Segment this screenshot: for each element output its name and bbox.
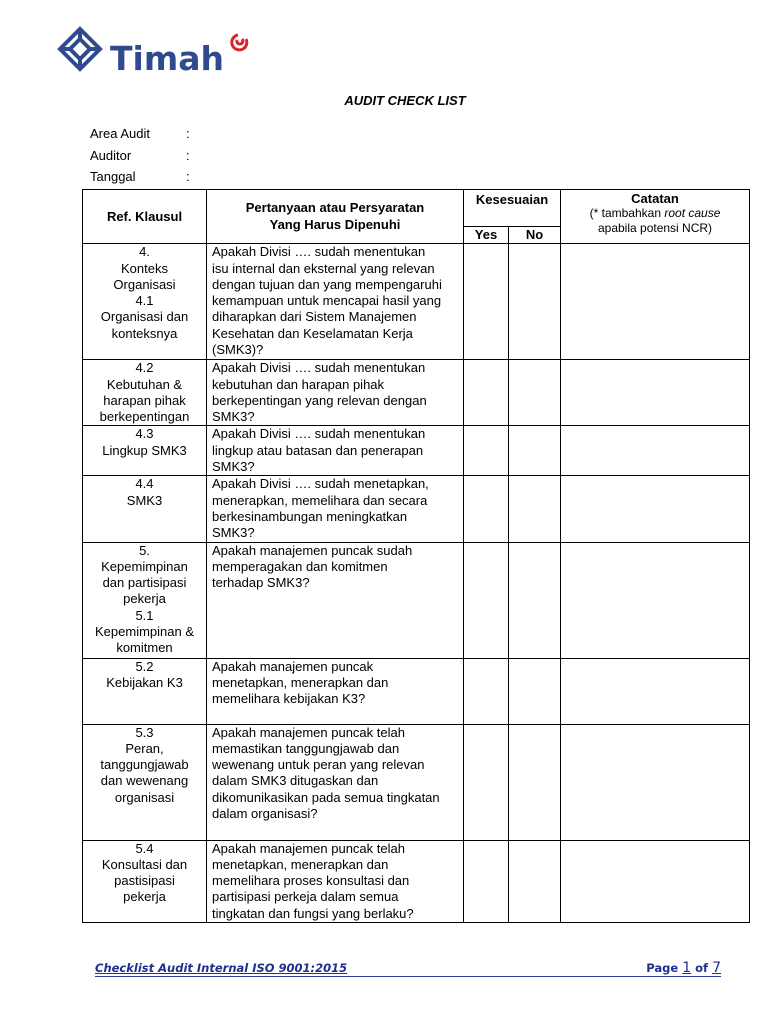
question-line: partisipasi perkeja dalam semua	[212, 889, 399, 905]
footer-page-total: 7	[712, 960, 721, 976]
notes-cell[interactable]	[561, 542, 750, 658]
footer-page-word: Page	[646, 961, 679, 975]
clause-ref-line: 5.4	[135, 840, 154, 856]
question-line: memperagakan dan komitmen	[212, 558, 388, 574]
clause-ref-line: pekerja	[123, 889, 166, 905]
question-line: wewenang untuk peran yang relevan	[212, 757, 425, 773]
yes-cell[interactable]	[464, 244, 509, 360]
no-cell[interactable]	[509, 658, 561, 724]
notes-cell[interactable]	[561, 426, 750, 476]
audit-table-body	[83, 244, 750, 923]
clause-ref-cell	[83, 426, 207, 476]
yes-cell[interactable]	[464, 542, 509, 658]
notes-cell[interactable]	[561, 724, 750, 840]
question-cell	[207, 426, 464, 476]
catatan-note-prefix: (* tambahkan	[589, 206, 665, 220]
no-cell[interactable]	[509, 244, 561, 360]
question-cell	[207, 724, 464, 840]
question-line: tingkatan dan fungsi yang berlaku?	[212, 905, 414, 921]
header-yes: Yes	[464, 227, 509, 244]
clause-ref-line: organisasi	[114, 789, 175, 805]
question-line: memelihara kebijakan K3?	[212, 691, 366, 707]
clause-ref-line: Lingkup SMK3	[102, 442, 187, 458]
question-line: Apakah Divisi …. sudah menentukan	[212, 244, 426, 260]
yes-cell[interactable]	[464, 658, 509, 724]
yes-cell[interactable]	[464, 476, 509, 542]
table-row	[83, 244, 750, 360]
footer-page-indicator	[646, 960, 721, 976]
clause-ref-line: Peran,	[125, 740, 164, 756]
table-row	[83, 476, 750, 542]
table-row	[83, 840, 750, 922]
question-line: dengan tujuan dan yang mempengaruhi	[212, 276, 442, 292]
clause-ref-line: Kebijakan K3	[106, 674, 183, 690]
company-logo	[56, 26, 256, 78]
question-line: Apakah manajemen puncak telah	[212, 840, 405, 856]
question-line: Apakah manajemen puncak telah	[212, 724, 405, 740]
audit-checklist-table	[82, 189, 750, 923]
clause-ref-line: pastisipasi	[114, 873, 175, 889]
question-line: isu internal dan eksternal yang relevan	[212, 260, 435, 276]
clause-ref-line: Kepemimpinan	[101, 558, 188, 574]
no-cell[interactable]	[509, 840, 561, 922]
clause-ref-line: Konsultasi dan	[101, 856, 188, 872]
question-line: diharapkan dari Sistem Manajemen	[212, 309, 417, 325]
notes-cell[interactable]	[561, 244, 750, 360]
clause-ref-line: 5.	[139, 542, 150, 558]
footer-of-word: of	[695, 961, 709, 975]
question-line: Kesehatan dan Keselamatan Kerja	[212, 325, 413, 341]
logo-accent-icon	[232, 35, 247, 50]
clause-ref-cell	[83, 724, 207, 840]
clause-ref-line: Organisasi dan	[100, 309, 189, 325]
clause-ref-cell	[83, 840, 207, 922]
question-line: menetapkan, menerapkan dan	[212, 856, 389, 872]
header-question-line: Pertanyaan atau Persyaratan	[245, 200, 425, 216]
meta-field-tanggal	[90, 169, 190, 184]
clause-ref-cell	[83, 658, 207, 724]
question-line: SMK3?	[212, 459, 255, 475]
question-line: SMK3?	[212, 525, 255, 541]
clause-ref-line: konteksnya	[111, 325, 178, 341]
clause-ref-line: 4.3	[135, 426, 154, 442]
clause-ref-cell	[83, 360, 207, 426]
clause-ref-line: dan partisipasi	[102, 575, 187, 591]
header-catatan-title: Catatan	[631, 191, 679, 206]
question-cell	[207, 840, 464, 922]
footer-document-name: Checklist Audit Internal ISO 9001:2015	[95, 961, 348, 975]
no-cell[interactable]	[509, 542, 561, 658]
question-line: Apakah Divisi …. sudah menentukan	[212, 360, 426, 376]
clause-ref-line: harapan pihak	[103, 392, 186, 408]
clause-ref-line: Kebutuhan &	[106, 376, 183, 392]
notes-cell[interactable]	[561, 476, 750, 542]
table-row	[83, 360, 750, 426]
clause-ref-line: 5.3	[135, 724, 154, 740]
question-line: dalam organisasi?	[212, 806, 318, 822]
question-line: kemampuan untuk mencapai hasil yang	[212, 293, 442, 309]
question-line: kebutuhan dan harapan pihak	[212, 376, 385, 392]
question-line: Apakah manajemen puncak	[212, 658, 374, 674]
question-line: dalam SMK3 ditugaskan dan	[212, 773, 379, 789]
question-cell	[207, 658, 464, 724]
question-line: Apakah Divisi …. sudah menetapkan,	[212, 476, 429, 492]
catatan-note-italic: root cause	[664, 206, 721, 220]
clause-ref-line: Konteks	[121, 260, 168, 276]
clause-ref-line: pekerja	[123, 591, 166, 607]
meta-label: Auditor	[90, 148, 132, 163]
header-no: No	[509, 227, 561, 244]
header-catatan-note	[561, 206, 749, 236]
question-line: terhadap SMK3?	[212, 575, 310, 591]
meta-label: Tanggal	[90, 169, 136, 184]
question-line: Apakah Divisi …. sudah menentukan	[212, 426, 426, 442]
footer-page-number: 1	[682, 960, 692, 976]
question-cell	[207, 360, 464, 426]
yes-cell[interactable]	[464, 840, 509, 922]
question-line: memastikan tanggungjawab dan	[212, 740, 400, 756]
notes-cell[interactable]	[561, 360, 750, 426]
logo-mark-icon	[60, 29, 100, 69]
meta-field-area-audit	[90, 126, 190, 141]
clause-ref-line: berkepentingan	[99, 409, 190, 425]
clause-ref-line: 4.1	[135, 293, 154, 309]
page-footer	[95, 960, 721, 977]
clause-ref-line: tanggungjawab	[100, 757, 189, 773]
meta-label: Area Audit	[90, 126, 150, 141]
header-question	[207, 190, 464, 244]
table-row	[83, 426, 750, 476]
table-row	[83, 658, 750, 724]
header-catatan	[561, 190, 750, 244]
clause-ref-cell	[83, 476, 207, 542]
clause-ref-line: SMK3	[126, 492, 163, 508]
question-line: berkesinambungan meningkatkan	[212, 508, 408, 524]
question-line: dikomunikasikan pada semua tingkatan	[212, 789, 440, 805]
meta-separator: :	[186, 148, 190, 163]
clause-ref-line: Organisasi	[113, 276, 176, 292]
table-row	[83, 724, 750, 840]
question-line: lingkup atau batasan dan penerapan	[212, 442, 424, 458]
question-cell	[207, 542, 464, 658]
question-line: menetapkan, menerapkan dan	[212, 674, 389, 690]
no-cell[interactable]	[509, 360, 561, 426]
meta-field-auditor	[90, 148, 190, 163]
question-line: (SMK3)?	[212, 342, 264, 358]
no-cell[interactable]	[509, 724, 561, 840]
clause-ref-line: dan wewenang	[100, 773, 189, 789]
no-cell[interactable]	[509, 426, 561, 476]
table-row	[83, 542, 750, 658]
no-cell[interactable]	[509, 476, 561, 542]
header-question-line: Yang Harus Dipenuhi	[269, 216, 401, 232]
question-line: menerapkan, memelihara dan secara	[212, 492, 428, 508]
clause-ref-line: 5.2	[135, 658, 154, 674]
clause-ref-line: 4.	[139, 244, 150, 260]
yes-cell[interactable]	[464, 426, 509, 476]
meta-separator: :	[186, 169, 190, 184]
catatan-note-suffix: apabila potensi NCR)	[597, 221, 713, 235]
clause-ref-line: komitmen	[116, 640, 173, 656]
clause-ref-line: 4.4	[135, 476, 154, 492]
document-title: AUDIT CHECK LIST	[344, 93, 466, 108]
clause-ref-line: Kepemimpinan &	[95, 624, 194, 640]
notes-cell[interactable]	[561, 840, 750, 922]
notes-cell[interactable]	[561, 658, 750, 724]
yes-cell[interactable]	[464, 360, 509, 426]
question-cell	[207, 244, 464, 360]
meta-separator: :	[186, 126, 190, 141]
yes-cell[interactable]	[464, 724, 509, 840]
question-cell	[207, 476, 464, 542]
clause-ref-line: 4.2	[135, 360, 154, 376]
clause-ref-line: 5.1	[135, 607, 154, 623]
question-line: memelihara proses konsultasi dan	[212, 873, 410, 889]
question-line: Apakah manajemen puncak sudah	[212, 542, 413, 558]
logo-wordmark: Timah	[110, 39, 224, 78]
question-line: berkepentingan yang relevan dengan	[212, 392, 427, 408]
header-ref-klausul: Ref. Klausul	[83, 190, 207, 244]
header-kesesuaian: Kesesuaian	[464, 190, 561, 227]
question-line: SMK3?	[212, 409, 255, 425]
clause-ref-cell	[83, 244, 207, 360]
clause-ref-cell	[83, 542, 207, 658]
